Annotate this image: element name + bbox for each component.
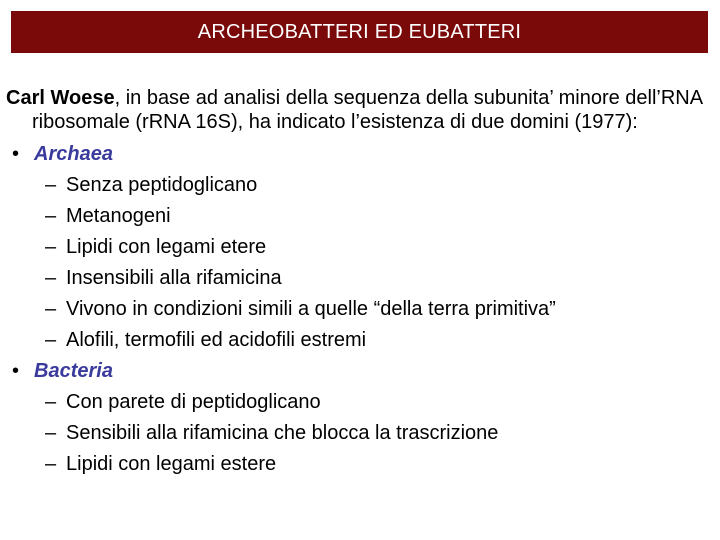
bullet-icon: • (12, 143, 20, 165)
list-item-text: Vivono in condizioni simili a quelle “della terra primitiva” (66, 298, 556, 320)
domain-bullet-bacteria (0, 356, 720, 387)
list-item-text: Sensibili alla rifamicina che blocca la trascrizione (66, 422, 499, 444)
domain-label: Bacteria (34, 360, 113, 382)
list-item-text: Lipidi con legami estere (66, 453, 277, 475)
list-item-text: Con parete di peptidoglicano (66, 391, 321, 413)
dash-icon: – (45, 422, 57, 444)
bullet-icon: • (12, 360, 20, 382)
list-item (0, 263, 720, 294)
list-item (0, 325, 720, 356)
slide-title: ARCHEOBATTERI ED EUBATTERI (197, 20, 522, 43)
dash-icon: – (45, 329, 57, 351)
list-item (0, 170, 720, 201)
list-item (0, 232, 720, 263)
list-item-text: Alofili, termofili ed acidofili estremi (66, 329, 367, 351)
slide-title-bar (11, 11, 708, 53)
dash-icon: – (45, 267, 57, 289)
slide-content (0, 86, 720, 480)
list-item (0, 387, 720, 418)
domain-label: Archaea (34, 143, 113, 165)
dash-icon: – (45, 205, 57, 227)
archaea-sublist (0, 170, 720, 356)
domain-bullet-archaea (0, 139, 720, 170)
list-item-text: Metanogeni (66, 205, 171, 227)
dash-icon: – (45, 298, 57, 320)
list-item (0, 418, 720, 449)
intro-paragraph (6, 86, 720, 134)
list-item (0, 294, 720, 325)
list-item (0, 449, 720, 480)
bacteria-sublist (0, 387, 720, 480)
intro-author: Carl Woese (6, 87, 115, 109)
list-item-text: Senza peptidoglicano (66, 174, 258, 196)
dash-icon: – (45, 236, 57, 258)
dash-icon: – (45, 453, 57, 475)
list-item-text: Insensibili alla rifamicina (66, 267, 282, 289)
dash-icon: – (45, 174, 57, 196)
intro-text: , in base ad analisi della sequenza della subunita’ minore dell’RNA ribosomale (rRNA 16S), ha indicato l’esistenza di due domini (1977): (32, 87, 702, 133)
list-item (0, 201, 720, 232)
dash-icon: – (45, 391, 57, 413)
list-item-text: Lipidi con legami etere (66, 236, 267, 258)
